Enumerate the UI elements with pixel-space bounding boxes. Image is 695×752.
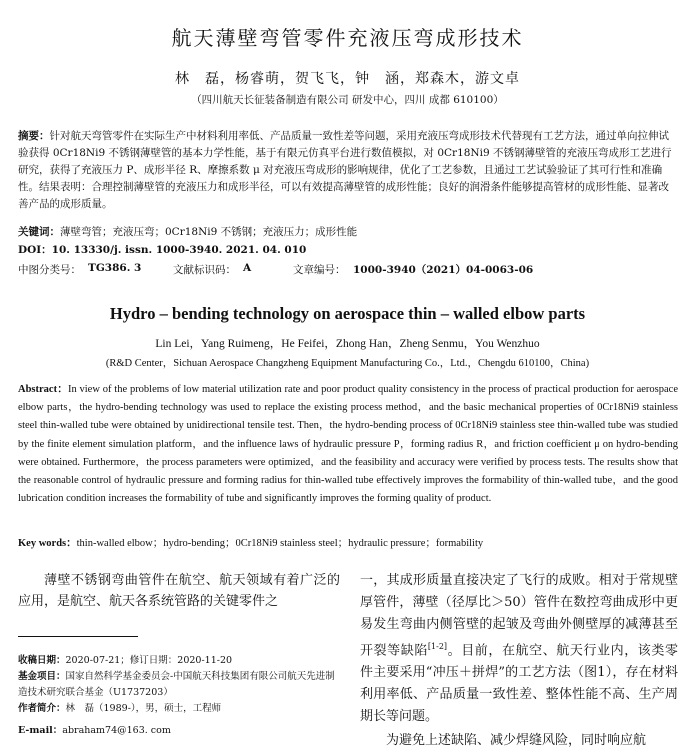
doc-code-label: 文献标识码： — [173, 264, 236, 276]
doi: DOI：10. 13330/j. issn. 1000-3940. 2021. 04. 010 — [18, 244, 307, 256]
body-paragraph-2: 为避免上述缺陷、减少焊缝风险，同时响应航 — [386, 733, 647, 749]
chinese-abstract-label: 摘要： — [18, 130, 50, 142]
english-abstract — [18, 381, 678, 508]
english-abstract-label: Abstract： — [18, 384, 68, 395]
citation: [1-2] — [427, 642, 448, 651]
footnote-divider — [18, 636, 138, 637]
chinese-abstract-text: 针对航天弯管零件在实际生产中材料利用率低、产品质量一致性差等问题，采用充液压弯成形技术代替现有工艺方法，通过单向拉伸试验获得 0Cr18Ni9 不锈钢薄壁管的基本力学性能，基于有限元仿真平台进行数值模拟，对 0Cr18Ni9 不锈钢薄壁管的充液压弯成形工艺进行研究，获得了充液压力 P、成形半径 R、摩擦系数 μ 对充液压弯成形的影响规律，优化了工艺参数，且通过工艺试验验证了其可行性和准确性。结果表明：合理控制薄壁管的充液压力和成形半径，可以有效提高薄壁管的成形性能；良好的润滑条件能够提高管材的成形性能、显著改善产品的成形质量。 — [18, 130, 672, 210]
footnote-email-label: E-mail： — [18, 725, 63, 736]
chinese-keywords-text: 薄壁弯管；充液压弯；0Cr18Ni9 不锈钢；充液压力；成形性能 — [60, 226, 358, 238]
chinese-keywords — [18, 224, 678, 241]
footnote-email-text: abraham74@163. com — [62, 725, 171, 736]
body-paragraph-text-end: 。目前，在航空、航天行业内，该类零件主要采用“冲压＋拼焊”的工艺方法（图1），存在材料利用率低、产品质量一致性差、整体性能不高、生产周期长等问题。 — [360, 643, 678, 725]
body-right-column — [360, 570, 678, 752]
footnote-email — [18, 723, 340, 739]
footnote-author-text: 林 磊（1989-），男，硕士，工程师 — [65, 703, 222, 714]
chinese-title: 航天薄壁弯管零件充液压弯成形技术 — [171, 26, 524, 50]
english-abstract-text: In view of the problems of low material utilization rate and poor product quality consistency in the process of practical production for aerospace elbow parts，the hydro-bending technology was used to replace the existing process method，and the basic mechanical properties of 0Cr18Ni9 stainless steel thin-walled tube were obtained by unidirectional tensile test. Then，the hydro-bending process of 0Cr18Ni9 stainless stee thin-walled tube was studied by the finite element simulation platform，and the influence laws of hydraulic pressure P，forming radius R，and friction coefficient μ on hydro-bending were obtained. Furthermore，the process parameters were optimized，and the feasibility and accuracy were verified by process tests. The results show that the reasonable control of hydraulic pressure and forming radius for thin-walled tube effectively improves the formability of thin-walled tube，and the good lubrication condition increases the formability of tube and significantly improves the forming quality of product. — [18, 384, 678, 505]
english-title: Hydro – bending technology on aerospace thin – walled elbow parts — [109, 304, 586, 323]
english-keywords-text: thin-walled elbow；hydro-bending；0Cr18Ni9 stainless steel；hydraulic pressure；formability — [76, 538, 484, 549]
chinese-abstract — [18, 128, 678, 213]
footnote-dates-label: 收稿日期： — [18, 655, 66, 666]
doc-code-value: A — [243, 262, 252, 274]
english-authors: Lin Lei，Yang Ruimeng，He Feifei，Zhong Han，Zheng Senmu，You Wenzhuo — [155, 338, 540, 350]
body-paragraph-text: 一，其成形质量直接决定了飞行的成败。相对于常规壁厚管件，薄壁（径厚比＞50）管件在数控弯曲成形中更易发生弯曲内侧管壁的起皱及弯曲外侧壁厚的减薄甚至开裂等缺陷 — [360, 573, 678, 659]
footnote-dates-text: 2020-07-21；修订日期：2020-11-20 — [65, 655, 233, 666]
english-keywords-label: Key words： — [18, 538, 77, 549]
article-no-label: 文章编号： — [293, 264, 346, 276]
footnote-fund-label: 基金项目： — [18, 671, 66, 682]
footnote-fund-text: 国家自然科学基金委员会-中国航天科技集团有限公司航天先进制造技术研究联合基金（U1737203） — [18, 671, 335, 698]
chinese-keywords-label: 关键词： — [18, 226, 60, 238]
body-left-column: 薄壁不锈钢弯曲管件在航空、航天领域有着广泛的应用，是航空、航天各系统管路的关键零件之 — [18, 573, 340, 609]
english-affiliation: (R&D Center，Sichuan Aerospace Changzheng Equipment Manufacturing Co.，Ltd.，Chengdu 610100，China) — [105, 358, 590, 369]
footnote-author-label: 作者简介： — [18, 703, 66, 714]
footnote-dates — [18, 653, 340, 669]
footnote-fund — [18, 669, 340, 701]
clc-label: 中图分类号： — [18, 264, 81, 276]
chinese-affiliation: （四川航天长征装备制造有限公司 研发中心，四川 成都 610100） — [191, 94, 504, 106]
body-paragraph — [360, 570, 678, 728]
footnote-author — [18, 701, 340, 717]
clc-value: TG386. 3 — [88, 262, 142, 274]
english-keywords — [18, 535, 678, 552]
article-no-value: 1000-3940（2021）04-0063-06 — [353, 264, 534, 276]
chinese-authors: 林 磊，杨睿萌，贺飞飞，钟 涵，郑森木，游文卓 — [175, 71, 520, 87]
